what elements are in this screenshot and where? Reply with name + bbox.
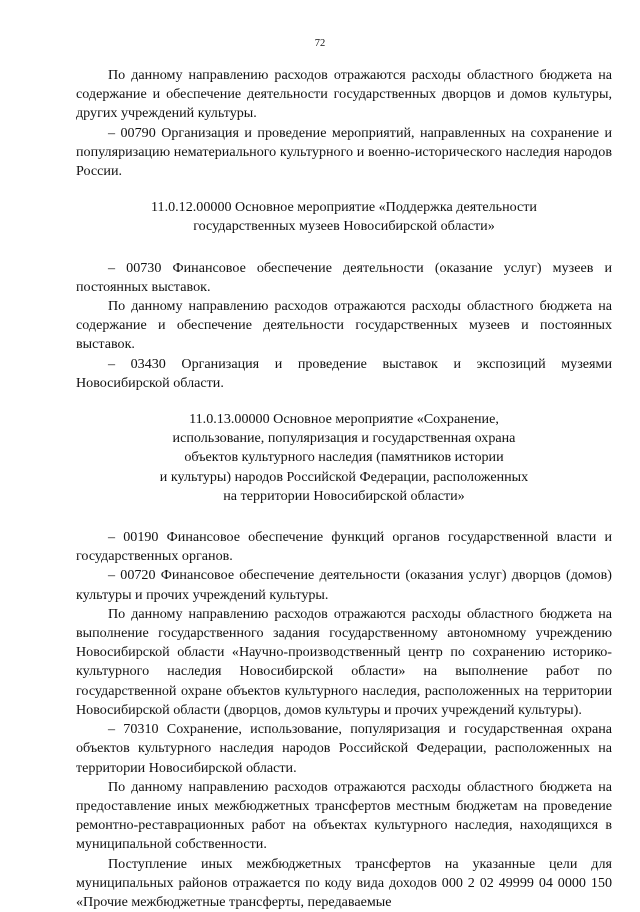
heading-line: 11.0.13.00000 Основное мероприятие «Сохранение, xyxy=(189,411,499,428)
body-paragraph: По данному направлению расходов отражаются расходы областного бюджета на выполнение государственного задания государственному автономному учреждению Новосибирской области «Научно-производственный центр по сохранению историко-культурного наследия Новосибирской области» на выполнение работ по государственной охране объектов культурного наследия, расположенных на территории Новосибирской области (дворцов, домов культуры и прочих учреждений культуры). xyxy=(76,605,612,718)
body-paragraph: – 03430 Организация и проведение выставок и экспозиций музеями Новосибирской области. xyxy=(76,355,612,391)
body-paragraph: – 00790 Организация и проведение мероприятий, направленных на сохранение и популяризацию нематериального культурного и военно-исторического наследия народов России. xyxy=(76,124,612,180)
heading-line: 11.0.12.00000 Основное мероприятие «Поддержка деятельности xyxy=(151,199,537,216)
body-paragraph: – 00720 Финансовое обеспечение деятельности (оказания услуг) дворцов (домов) культуры и прочих учреждений культуры. xyxy=(76,567,612,603)
page-number: 72 xyxy=(314,38,326,49)
body-paragraph: – 70310 Сохранение, использование, популяризация и государственная охрана объектов культурного наследия народов Российской Федерации, расположенных на территории Новосибирской области. xyxy=(76,721,612,776)
heading-line: объектов культурного наследия (памятников истории xyxy=(184,449,504,466)
body-paragraph: По данному направлению расходов отражаются расходы областного бюджета на содержание и обеспечение деятельности государственных музеев и постоянных выставок. xyxy=(76,298,612,353)
body-paragraph: По данному направлению расходов отражаются расходы областного бюджета на предоставление иных межбюджетных трансфертов местным бюджетам на проведение ремонтно-реставрационных работ на объектах культурного наследия, находящихся в муниципальной собственности. xyxy=(76,778,612,853)
body-paragraph: По данному направлению расходов отражаются расходы областного бюджета на содержание и обеспечение деятельности государственных дворцов и домов культуры, других учреждений культуры. xyxy=(76,67,612,122)
heading-line: государственных музеев Новосибирской области» xyxy=(193,218,495,235)
document-body xyxy=(76,66,612,912)
body-paragraph: Поступление иных межбюджетных трансфертов на указанные цели для муниципальных районов отражается по коду вида доходов 000 2 02 49999 04 0000 150 «Прочие межбюджетные трансферты, передаваемые xyxy=(76,855,612,910)
heading-line: и культуры) народов Российской Федерации, расположенных xyxy=(159,468,529,485)
body-paragraph: – 00190 Финансовое обеспечение функций органов государственной власти и государственных органов. xyxy=(76,529,612,565)
heading-line: использование, популяризация и государственная охрана xyxy=(172,430,516,447)
heading-line: на территории Новосибирской области» xyxy=(223,487,465,504)
section-heading-museums xyxy=(76,198,612,236)
section-heading-heritage xyxy=(76,410,612,506)
body-paragraph: – 00730 Финансовое обеспечение деятельности (оказание услуг) музеев и постоянных выставок. xyxy=(76,259,612,295)
